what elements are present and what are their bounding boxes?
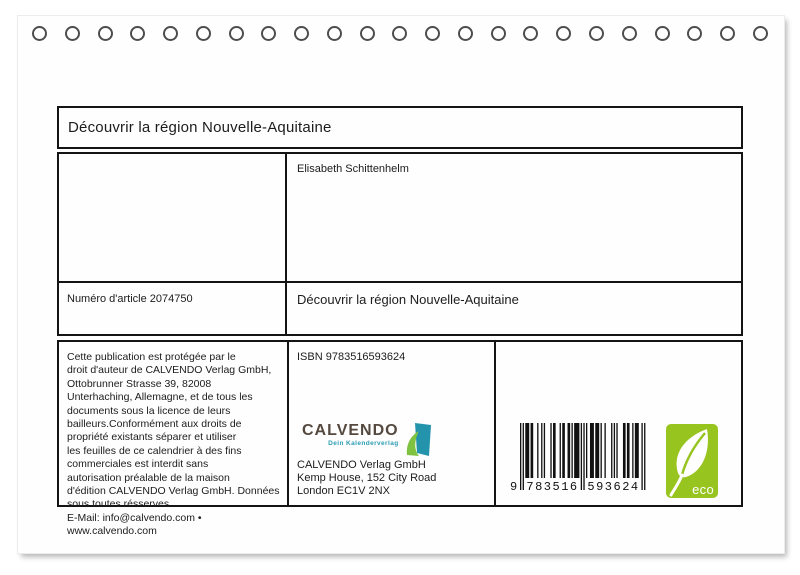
text-line: droit d'auteur de CALVENDO Verlag GmbH, [67,364,272,377]
eco-label: eco [692,482,714,497]
binding-hole [65,26,80,41]
subtitle: Découvrir la région Nouvelle-Aquitaine [297,292,519,307]
author-row-empty-cell [59,154,287,281]
calvendo-wordmark: CALVENDO [302,422,399,439]
binding-hole [32,26,47,41]
calvendo-logo [302,422,434,460]
barcode-digit-left: 9 [510,480,518,494]
publisher-cell [287,342,494,505]
text-line: les feuilles de ce calendrier à des fins [67,444,242,457]
binding-hole [392,26,407,41]
page-title: Découvrir la région Nouvelle-Aquitaine [68,119,332,136]
binding-hole [687,26,702,41]
binding-hole [589,26,604,41]
legal-cell [59,342,287,538]
text-line: documents sous la licence de leurs [67,404,231,417]
binding-hole [753,26,768,41]
binding-hole [655,26,670,41]
text-line: www.calvendo.com [67,525,157,538]
binding-hole [556,26,571,41]
calvendo-logo-mark [404,422,434,460]
text-line: London EC1V 2NX [297,485,390,497]
author-row [59,154,741,281]
publisher-address [297,459,436,498]
binding-hole [458,26,473,41]
binding-hole [622,26,637,41]
article-number: Numéro d'article 2074750 [67,293,193,305]
text-line: propriété existants séparer et utiliser [67,431,237,444]
binding-hole [327,26,342,41]
copyright-text [59,342,287,539]
binding-hole [98,26,113,41]
text-line: E-Mail: info@calvendo.com • [67,511,202,524]
calvendo-tagline: Dein Kalenderverlag [328,440,399,447]
text-line: autorisation préalable de la maison [67,471,230,484]
text-line: Kemp House, 152 City Road [297,472,437,484]
text-line: Unterhaching, Allemagne, et de tous les [67,391,253,404]
text-line: Cette publication est protégée par le [67,351,236,363]
info-table [57,152,743,336]
author-name: Elisabeth Schittenhelm [297,163,409,175]
binding-hole [425,26,440,41]
author-cell [287,154,741,281]
subtitle-cell [287,283,741,334]
barcode-digits-group2: 593624 [587,480,640,494]
binding-hole [491,26,506,41]
binding-hole [360,26,375,41]
text-line: sous toutes résserves. [67,498,173,511]
article-row [59,281,741,334]
binding-hole [261,26,276,41]
barcode-cell [494,342,741,505]
spiral-binding [32,25,768,41]
text-line: Ottobrunner Strasse 39, 82008 [67,377,212,390]
text-line: CALVENDO Verlag GmbH [297,459,426,471]
binding-hole [130,26,145,41]
binding-hole [163,26,178,41]
binding-hole [229,26,244,41]
barcode-digits-group1: 783516 [526,480,579,494]
ean-barcode [510,423,650,497]
title-box [57,106,743,149]
publisher-table [57,340,743,538]
binding-hole [523,26,538,41]
text-line: commerciales est interdit sans [67,458,209,471]
calendar-back-cover [18,16,784,553]
text-line: bailleurs.Conformément aux droits de [67,418,242,431]
binding-hole [720,26,735,41]
article-number-cell [59,283,287,334]
binding-hole [196,26,211,41]
binding-hole [294,26,309,41]
text-line: d'édition CALVENDO Verlag GmbH. Données [67,485,280,498]
eco-badge [666,424,718,498]
isbn-label: ISBN 9783516593624 [297,351,406,363]
